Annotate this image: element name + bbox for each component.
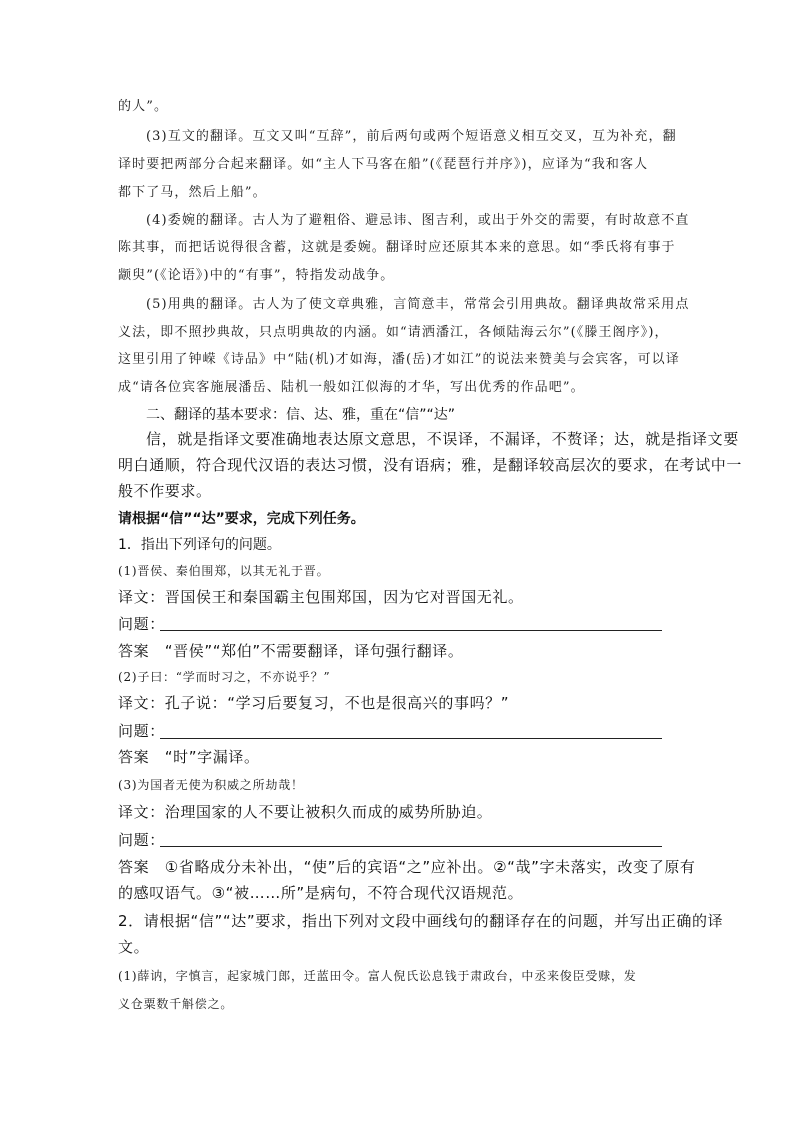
text-line: 成“请各位宾客施展潘岳、陆机一般如江似海的才华，写出优秀的作品吧”。 <box>118 380 585 395</box>
answer-line: 答案 “晋侯”“郑伯”不需要翻译，译句强行翻译。 <box>118 642 464 660</box>
text-line: 文。 <box>118 938 150 956</box>
text-line: 都下了马，然后上船”。 <box>118 185 267 200</box>
text-line: 义法，即不照抄典故，只点明典故的内涵。如“请洒潘江，各倾陆海云尔”(《滕王阁序》)， <box>118 325 669 340</box>
answer-blank-line <box>160 846 662 847</box>
text-line: 陈其事，而把话说得很含蓄，这就是委婉。翻译时应还原其本来的意思。如“季氏将有事于 <box>118 240 676 255</box>
text-line: 信，就是指译文要准确地表达原文意思，不误译，不漏译，不赘译；达，就是指译文要 <box>146 430 739 448</box>
answer-line: 的感叹语气。③“被……所”是病句，不符合现代汉语规范。 <box>118 884 524 902</box>
text-line: (3)互文的翻译。互文又叫“互辞”，前后两句或两个短语意义相互交叉，互为补充，翻 <box>146 129 677 144</box>
translation-line: 译文：治理国家的人不要让被积久而成的威势所胁迫。 <box>118 803 493 821</box>
question-number: 2．请根据“信”“达”要求，指出下列对文段中画线句的翻译存在的问题，并写出正确的译 <box>118 912 724 930</box>
example-sentence: (2)子曰：“学而时习之，不亦说乎？” <box>118 670 331 684</box>
example-sentence: (3)为国者无使为积威之所劫哉！ <box>118 778 304 792</box>
task-instruction: 请根据“信”“达”要求，完成下列任务。 <box>118 511 365 527</box>
text-line: 这里引用了钟嵘《诗品》中“陆(机)才如海，潘(岳)才如江”的说法来赞美与会宾客，可以译 <box>118 352 680 367</box>
example-sentence: (1)薛讷，字慎言，起家城门郎，迁蓝田令。富人倪氏讼息钱于肃政台，中丞来俊臣受赇，发 <box>118 969 637 983</box>
question-number: 1．指出下列译句的问题。 <box>118 537 281 553</box>
example-sentence: (1)晋侯、秦伯围郑，以其无礼于晋。 <box>118 564 330 578</box>
text-line: 般不作要求。 <box>118 482 212 500</box>
text-line: 颛臾”(《论语》)中的“有事”，特指发动战争。 <box>118 268 395 283</box>
text-line: 明白通顺，符合现代汉语的表达习惯，没有语病；雅，是翻译较高层次的要求，在考试中一 <box>118 456 743 474</box>
problem-label: 问题： <box>118 831 165 849</box>
answer-line: 答案 ①省略成分未补出，“使”后的宾语“之”应补出。②“哉”字未落实，改变了原有 <box>118 858 696 876</box>
problem-label: 问题： <box>118 615 165 633</box>
text-line: 译时要把两部分合起来翻译。如“主人下马客在船”(《琵琶行并序》)，应译为“我和客人 <box>118 157 649 172</box>
example-sentence: 义仓粟数千斛偿之。 <box>118 997 234 1011</box>
answer-blank-line <box>160 630 662 631</box>
translation-line: 译文：孔子说：“学习后要复习，不也是很高兴的事吗？” <box>118 694 510 712</box>
problem-label: 问题： <box>118 722 165 740</box>
answer-line: 答案 “时”字漏译。 <box>118 748 260 766</box>
section-heading: 二、翻译的基本要求：信、达、雅，重在“信”“达” <box>146 407 456 423</box>
text-line: (5)用典的翻译。古人为了使文章典雅，言简意丰，常常会引用典故。翻译典故常采用点 <box>146 297 690 312</box>
answer-blank-line <box>160 738 662 739</box>
text-line: 的人”。 <box>118 99 169 114</box>
translation-line: 译文：晋国侯王和秦国霸主包围郑国，因为它对晋国无礼。 <box>118 588 524 606</box>
text-line: (4)委婉的翻译。古人为了避粗俗、避忌讳、图吉利，或出于外交的需要，有时故意不直 <box>146 213 690 228</box>
